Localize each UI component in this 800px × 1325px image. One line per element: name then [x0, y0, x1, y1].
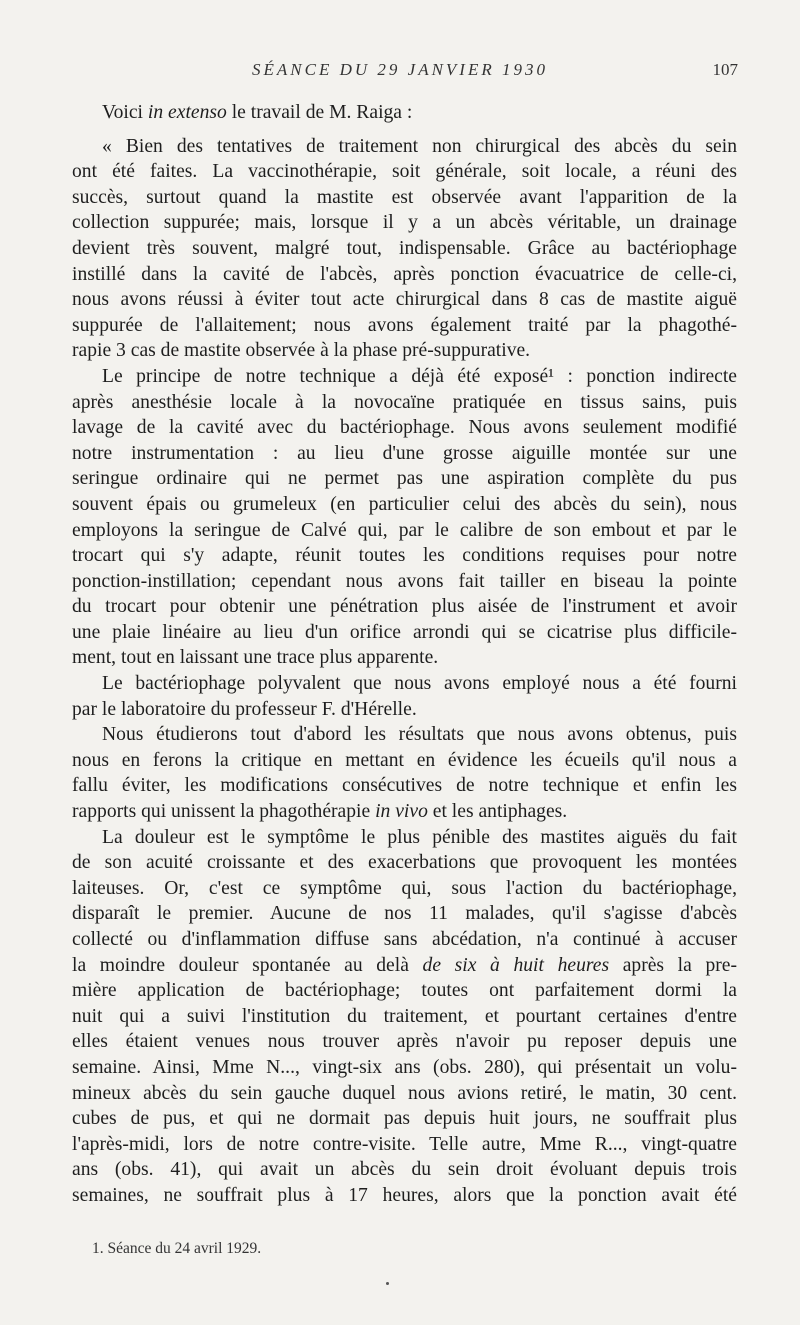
- text-segment: ont été faites. La vaccinothérapie, soit générale, soit locale, a réuni des: [72, 161, 737, 183]
- text-line: [72, 210, 737, 236]
- text-segment: rapports qui unissent la phagothérapie: [72, 801, 376, 823]
- text-line: [72, 1106, 737, 1132]
- text-line: [72, 1081, 737, 1107]
- text-segment: Le bactériophage polyvalent que nous avons employé nous a été fourni: [102, 673, 737, 695]
- text-line: [72, 569, 737, 595]
- intro-line: [72, 100, 737, 126]
- text-segment: instillé dans la cavité de l'abcès, après ponction évacuatrice de celle-ci,: [72, 263, 737, 285]
- running-head: SÉANCE DU 29 JANVIER 1930: [252, 60, 548, 79]
- text-line: [72, 185, 737, 211]
- text-line: [72, 1157, 737, 1183]
- text-segment: mineux abcès du sein gauche duquel nous avions retiré, le matin, 30 cent.: [72, 1082, 737, 1104]
- text-segment: ment, tout en laissant une trace plus apparente.: [72, 647, 439, 669]
- text-segment: collection suppurée; mais, lorsque il y a un abcès véritable, un drainage: [72, 212, 737, 234]
- text-segment: elles étaient venues nous trouver après n'avoir pu reposer depuis une: [72, 1031, 737, 1053]
- text-segment: collecté ou d'inflammation diffuse sans abcédation, n'a continué à accuser: [72, 929, 737, 950]
- text-line: [72, 1055, 737, 1081]
- text-line: [72, 825, 737, 851]
- text-segment: notre instrumentation : au lieu d'une grosse aiguille montée sur une: [72, 442, 737, 464]
- text-line: [72, 953, 737, 979]
- text-segment: et les antiphages.: [427, 801, 568, 823]
- text-segment: par le laboratoire du professeur F. d'Hérelle.: [72, 698, 417, 720]
- page-number: 107: [712, 60, 738, 79]
- text-segment: de son acuité croissante et des exacerbations que provoquent les montées: [72, 852, 737, 874]
- text-segment: trocart qui s'y adapte, réunit toutes les conditions requises pour notre: [72, 545, 737, 567]
- text-segment: semaines, ne souffrait plus à 17 heures, alors que la ponction avait été: [72, 1184, 737, 1206]
- text-line: [72, 850, 737, 876]
- page-header: [0, 60, 800, 90]
- text-line: [72, 287, 737, 313]
- text-line: [72, 1029, 737, 1055]
- text-segment: souvent épais ou grumeleux (en particulier celui des abcès du sein), nous: [72, 493, 737, 515]
- text-line: [72, 1183, 737, 1209]
- text-segment: seringue ordinaire qui ne permet pas une aspiration complète du pus: [72, 468, 737, 490]
- text-line: [72, 543, 737, 569]
- text-line: [72, 978, 737, 1004]
- text-segment: après anesthésie locale à la novocaïne pratiquée en tissus sains, puis: [72, 391, 737, 413]
- text-segment: après la pre-: [609, 954, 737, 976]
- intro-text: Voici: [102, 102, 148, 123]
- text-segment: fallu éviter, les modifications consécutives de notre technique et enfin les: [72, 775, 737, 797]
- text-line: [72, 466, 737, 492]
- text-line: [72, 773, 737, 799]
- text-segment: mière application de bactériophage; toutes ont parfaitement dormi la: [72, 980, 737, 1002]
- text-segment: l'après-midi, lors de notre contre-visite. Telle autre, Mme R..., vingt-quatre: [72, 1133, 737, 1155]
- text-line: [72, 722, 737, 748]
- text-line: [72, 748, 737, 774]
- text-segment: lavage de la cavité avec du bactériophage. Nous avons seulement modifié: [72, 417, 737, 439]
- text-segment: nous avons réussi à éviter tout acte chirurgical dans 8 cas de mastite aiguë: [72, 289, 737, 311]
- text-segment: une plaie linéaire au lieu d'un orifice arrondi qui se cicatrise plus difficile-: [72, 621, 737, 643]
- text-line: [72, 338, 737, 364]
- text-line: [72, 876, 737, 902]
- text-segment: laiteuses. Or, c'est ce symptôme qui, sous l'action du bactériophage,: [72, 877, 737, 899]
- text-line: [72, 415, 737, 441]
- text-segment: la moindre douleur spontanée au delà: [72, 954, 423, 976]
- text-segment: succès, surtout quand la mastite est observée avant l'apparition de la: [72, 186, 737, 208]
- text-line: [72, 134, 737, 160]
- text-segment: nuit qui a suivi l'institution du traitement, et pourtant certaines d'entre: [72, 1005, 737, 1027]
- page-mark: [386, 1282, 389, 1285]
- text-segment: employons la seringue de Calvé qui, par le calibre de son embout et par le: [72, 519, 737, 541]
- text-segment: ans (obs. 41), qui avait un abcès du sein droit évoluant depuis trois: [72, 1159, 737, 1181]
- text-line: [72, 1004, 737, 1030]
- text-segment: devient très souvent, malgré tout, indispensable. Grâce au bactériophage: [72, 237, 737, 259]
- text-line: [72, 441, 737, 467]
- text-line: [72, 645, 737, 671]
- text-segment: ponction-instillation; cependant nous avons fait tailler en biseau la pointe: [72, 570, 737, 592]
- text-segment: nous en ferons la critique en mettant en évidence les écueils qu'il nous a: [72, 749, 737, 771]
- text-line: [72, 236, 737, 262]
- text-line: [72, 799, 737, 825]
- text-line: [72, 697, 737, 723]
- text-segment: du trocart pour obtenir une pénétration plus aisée de l'instrument et avoir: [72, 596, 737, 618]
- body-text: [72, 100, 737, 1209]
- text-line: [72, 262, 737, 288]
- text-segment: suppurée de l'allaitement; nous avons également traité par la phagothé-: [72, 314, 737, 336]
- text-line: [72, 1132, 737, 1158]
- text-segment: cubes de pus, et qui ne dormait pas depuis huit jours, ne souffrait plus: [72, 1108, 737, 1130]
- intro-italic: in extenso: [147, 102, 227, 123]
- text-segment: La douleur est le symptôme le plus pénible des mastites aiguës du fait: [102, 826, 737, 848]
- text-segment: Le principe de notre technique a déjà été exposé¹ : ponction indirecte: [102, 365, 737, 387]
- text-line: [72, 364, 737, 390]
- text-segment: « Bien des tentatives de traitement non chirurgical des abcès du sein: [102, 135, 737, 157]
- text-segment: Nous étudierons tout d'abord les résultats que nous avons obtenus, puis: [102, 724, 737, 746]
- text-line: [72, 159, 737, 185]
- text-segment: disparaît le premier. Aucune de nos 11 malades, qu'il s'agisse d'abcès: [72, 903, 737, 925]
- text-line: [72, 492, 737, 518]
- intro-text-end: le travail de M. Raiga :: [226, 102, 413, 123]
- footnote: 1. Séance du 24 avril 1929.: [92, 1240, 262, 1257]
- text-line: [72, 594, 737, 620]
- text-line: [72, 518, 737, 544]
- text-line: [72, 620, 737, 646]
- text-segment: semaine. Ainsi, Mme N..., vingt-six ans (obs. 280), qui présentait un volu-: [72, 1056, 737, 1078]
- text-line: [72, 390, 737, 416]
- text-segment: rapie 3 cas de mastite observée à la phase pré-suppurative.: [72, 340, 531, 362]
- text-line: [72, 901, 737, 927]
- italic-text: in vivo: [375, 801, 428, 823]
- italic-text: de six à huit heures: [422, 954, 610, 976]
- text-line: [72, 927, 737, 953]
- text-line: [72, 671, 737, 697]
- text-line: [72, 313, 737, 339]
